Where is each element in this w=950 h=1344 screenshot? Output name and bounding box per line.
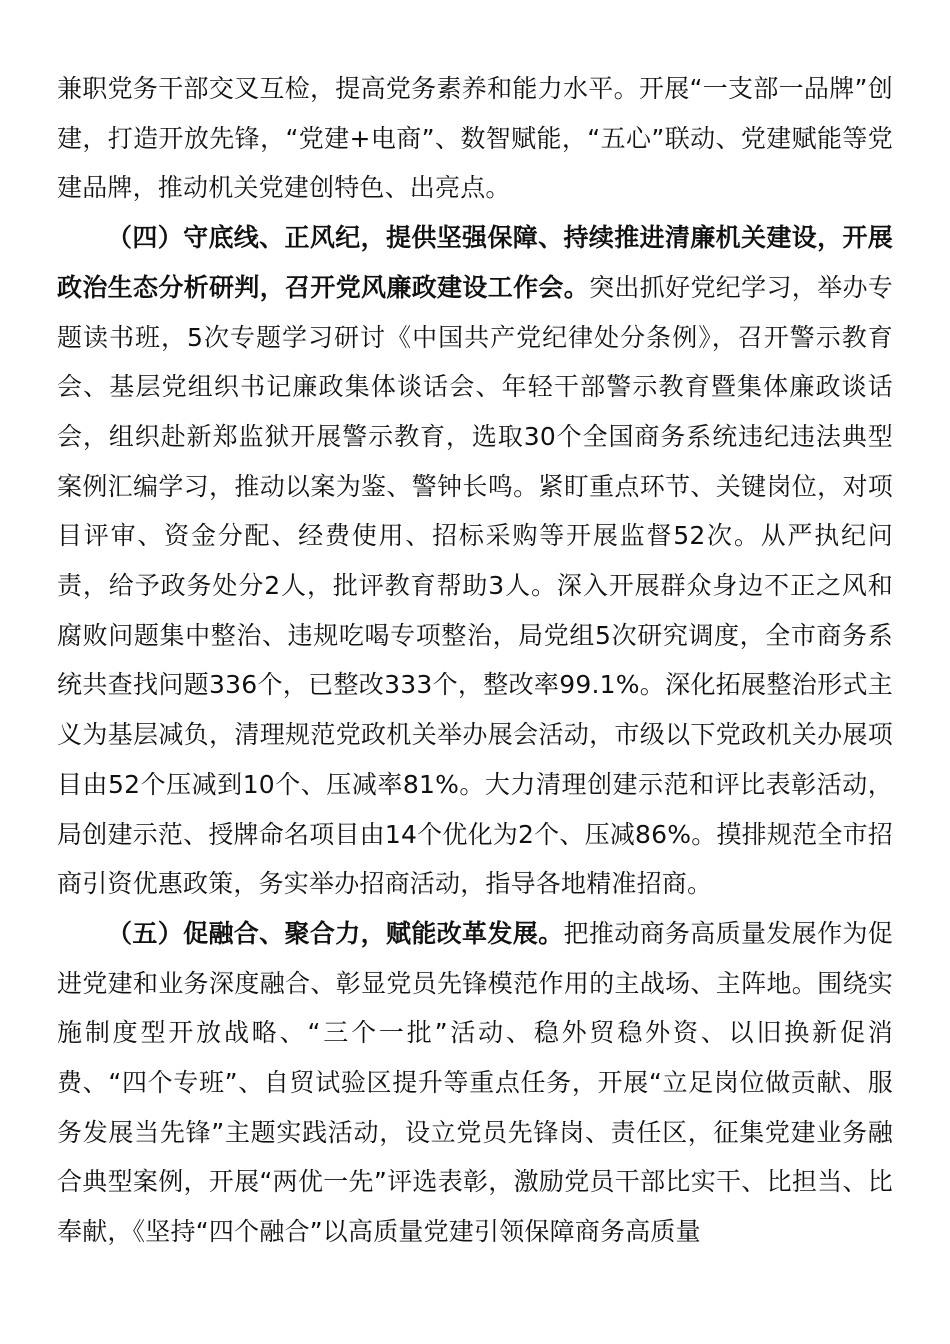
section-heading: （五）促融合、聚合力，赋能改革发展。 bbox=[107, 918, 564, 948]
paragraph-body: 兼职党务干部交叉互检，提高党务素养和能力水平。开展“一支部一品牌”创建，打造开放先锋，“党建+电商”、数智赋能，“五心”联动、党建赋能等党建品牌，推动机关党建创特色、出亮点。 bbox=[57, 74, 893, 203]
paragraph-continuation bbox=[57, 64, 893, 213]
paragraph-section-four bbox=[57, 213, 893, 909]
section-heading: （四）守底线、正风纪，提供坚强保障、持续推进清廉机关建设，开展政治生态分析研判，召开党风廉政建设工作会。 bbox=[57, 223, 893, 302]
paragraph-section-five bbox=[57, 909, 893, 1257]
paragraph-body: 突出抓好党纪学习，举办专题读书班，5次专题学习研讨《中国共产党纪律处分条例》，召开警示教育会、基层党组织书记廉政集体谈话会、年轻干部警示教育暨集体廉政谈话会，组织赴新郑监狱开展警示教育，选取30个全国商务系统违纪违法典型案例汇编学习，推动以案为鉴、警钟长鸣。紧盯重点环节、关键岗位，对项目评审、资金分配、经费使用、招标采购等开展监督52次。从严执纪问责，给予政务处分2人，批评教育帮助3人。深入开展群众身边不正之风和腐败问题集中整治、违规吃喝专项整治，局党组5次研究调度，全市商务系统共查找问题336个，已整改333个，整改率99.1%。深化拓展整治形式主义为基层减负，清理规范党政机关举办展会活动，市级以下党政机关办展项目由52个压减到10个、压减率81%。大力清理创建示范和评比表彰活动，局创建示范、授牌命名项目由14个优化为2个、压减86%。摸排规范全市招商引资优惠政策，务实举办招商活动，指导各地精准招商。 bbox=[57, 272, 894, 899]
paragraph-body: 把推动商务高质量发展作为促进党建和业务深度融合、彰显党员先锋模范作用的主战场、主阵地。围绕实施制度型开放战略、“三个一批”活动、稳外贸稳外资、以旧换新促消费、“四个专班”、自贸试验区提升等重点任务，开展“立足岗位做贡献、服务发展当先锋”主题实践活动，设立党员先锋岗、责任区，征集党建业务融合典型案例，开展“两优一先”评选表彰，激励党员干部比实干、比担当、比奉献，《坚持“四个融合”以高质量党建引领保障商务高质量 bbox=[57, 918, 893, 1247]
document-page bbox=[57, 64, 893, 1257]
